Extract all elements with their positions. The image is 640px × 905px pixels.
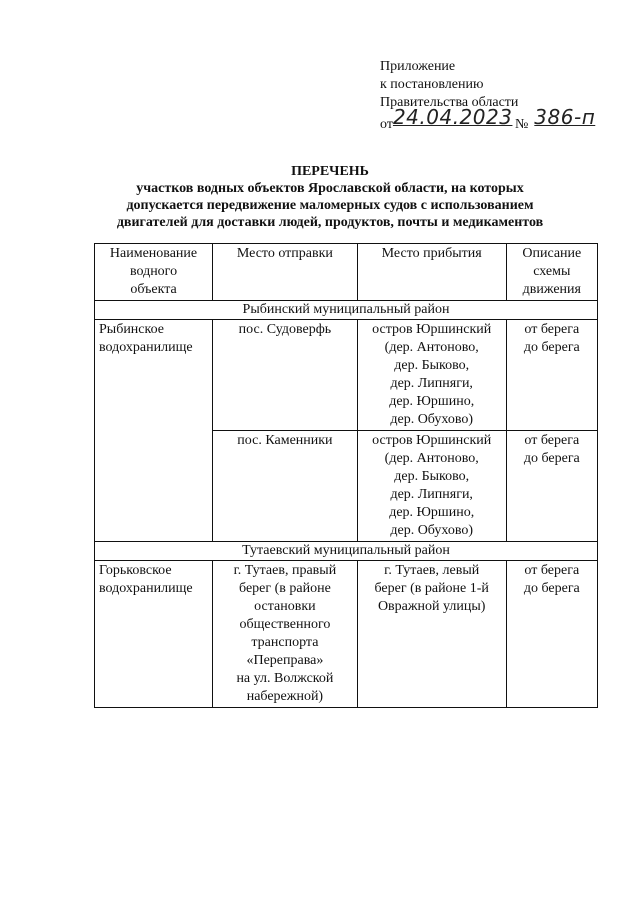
arrival-cell: остров Юршинский (дер. Антоново, дер. Быково, дер. Липняги, дер. Юршино, дер. Обухово) — [357, 320, 506, 431]
arrival-cell: г. Тутаев, левый берег (в районе 1-й Овражной улицы) — [357, 561, 506, 708]
region-rybinsk: Рыбинский муниципальный район — [95, 301, 598, 320]
header-scheme: Описание схемы движения — [506, 244, 597, 301]
object-rybinsk-reservoir: Рыбинское водохранилище — [95, 320, 213, 542]
water-objects-table — [94, 243, 598, 708]
handwritten-date: 24.04.2023 — [392, 105, 513, 129]
from-label: от — [380, 117, 393, 132]
scheme-cell: от берега до берега — [506, 320, 597, 431]
departure-cell: г. Тутаев, правый берег (в районе остановки общественного транспорта «Переправа» на ул. Волжской набережной) — [213, 561, 358, 708]
appendix-line: Приложение — [380, 59, 456, 74]
table-header-row — [95, 244, 598, 301]
title-line: двигателей для доставки людей, продуктов, почты и медикаментов — [116, 215, 544, 230]
title-heading: ПЕРЕЧЕНЬ — [291, 164, 369, 179]
departure-cell: пос. Каменники — [213, 431, 358, 542]
document-title — [60, 163, 600, 231]
header-arrival: Место прибытия — [357, 244, 506, 301]
arrival-cell: остров Юршинский (дер. Антоново, дер. Быково, дер. Липняги, дер. Юршино, дер. Обухово) — [357, 431, 506, 542]
region-row — [95, 542, 598, 561]
table-row — [95, 320, 598, 431]
number-label: № — [514, 117, 529, 132]
header-object-name: Наименование водного объекта — [95, 244, 213, 301]
title-line: участков водных объектов Ярославской области, на которых — [136, 181, 524, 196]
table-row — [95, 561, 598, 708]
departure-cell: пос. Судоверфь — [213, 320, 358, 431]
appendix-line: Правительства области — [380, 95, 519, 110]
appendix-line: к постановлению — [380, 77, 484, 92]
region-row — [95, 301, 598, 320]
region-tutaev: Тутаевский муниципальный район — [95, 542, 598, 561]
header-departure: Место отправки — [213, 244, 358, 301]
appendix-date-number-line — [380, 105, 620, 134]
object-gorky-reservoir: Горьковское водохранилище — [95, 561, 213, 708]
appendix-block — [380, 58, 620, 134]
title-line: допускается передвижение маломерных судов с использованием — [126, 198, 534, 213]
scheme-cell: от берега до берега — [506, 431, 597, 542]
scheme-cell: от берега до берега — [506, 561, 597, 708]
handwritten-number: 386-п — [534, 105, 596, 129]
